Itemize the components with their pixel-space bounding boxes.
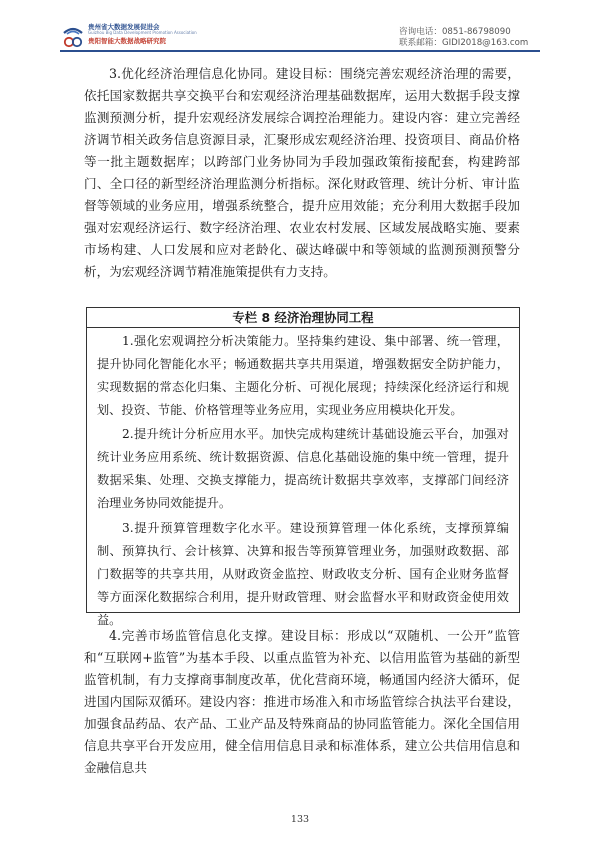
contact-email: 联系邮箱：GIDI2018@163.com — [399, 38, 529, 48]
column-box — [86, 307, 520, 627]
header-divider — [60, 50, 540, 52]
org-name-english: Guizhou Big Data Development Promotion Association — [88, 30, 197, 36]
org-name-secondary: 贵阳智能大数据战略研究院 — [88, 37, 166, 46]
organization-logo — [62, 24, 197, 48]
contact-info — [399, 27, 528, 49]
contact-phone: 咨询电话：0851-86798090 — [399, 27, 511, 37]
org-name-primary: 贵州省大数据发展促进会 — [88, 23, 160, 31]
column-item-2: 2.提升统计分析应用水平。加快完成构建统计基础设施云平台，加强对统计业务应用系统、统计数据资源、信息化基础设施的集中统一管理，提升数据采集、处理、交换支撑能力，提高统计数据共享效率，支撑部门间经济治理业务协同效能提升。 — [97, 427, 509, 510]
column-item-3: 3.提升预算管理数字化水平。建设预算管理一体化系统，支撑预算编制、预算执行、会计核算、决算和报告等预算管理业务，加强财政数据、部门数据等的共享共用，从财政资金监控、财政收支分析、国有企业财务监督等方面深化数据综合利用，提升财政管理、财会监督水平和财政资金使用效益。 — [97, 521, 509, 627]
column-box-title: 专栏 8 经济治理协同工程 — [87, 308, 519, 328]
column-item-1: 1.强化宏观调控分析决策能力。坚持集约建设、集中部署、统一管理，提升协同化智能化水平；畅通数据共享共用渠道，增强数据安全防护能力，实现数据的常态化归集、主题化分析、可视化展现；持续深化经济运行和规划、投资、节能、价格管理等业务应用，实现业务应用模块化开发。 — [97, 334, 509, 417]
page-header — [0, 0, 600, 54]
page-number: 133 — [290, 814, 310, 825]
paragraph-economic-governance: 3.优化经济治理信息化协同。建设目标：围绕完善宏观经济治理的需要，依托国家数据共享交换平台和宏观经济治理基础数据库，运用大数据手段支撑监测预测分析，提升宏观经济发展综合调控治理能力。建设内容：建立完善经济调节相关政务信息资源目录，汇聚形成宏观经济治理、投资项目、商品价格等一批主题数据库；以跨部门业务协同为手段加强政策衔接配套，构建跨部门、全口径的新型经济治理监测分析指标。深化财政管理、统计分析、审计监督等领域的业务应用，增强系统整合，提升应用效能；充分利用大数据手段加强对宏观经济运行、数字经济治理、农业农村发展、区域发展战略实施、要素市场构建、人口发展和应对老龄化、碳达峰碳中和等领域的监测预测预警分析，为宏观经济调节精准施策提供有力支持。 — [84, 66, 520, 279]
logo-icon — [62, 24, 84, 48]
paragraph-market-regulation: 4.完善市场监管信息化支撑。建设目标：形成以“双随机、一公开”监管和“互联网+监管”为基本手段、以重点监管为补充、以信用监管为基础的新型监管机制，有力支撑商事制度改革，优化营商环境，畅通国内经济大循环，促进国内国际双循环。建设内容：推进市场准入和市场监管综合执法平台建设，加强食品药品、农产品、工业产品及特殊商品的协同监管能力。深化全国信用信息共享平台开发应用，健全信用信息目录和标准体系，建立公共信用信息和金融信息共 — [84, 628, 520, 775]
